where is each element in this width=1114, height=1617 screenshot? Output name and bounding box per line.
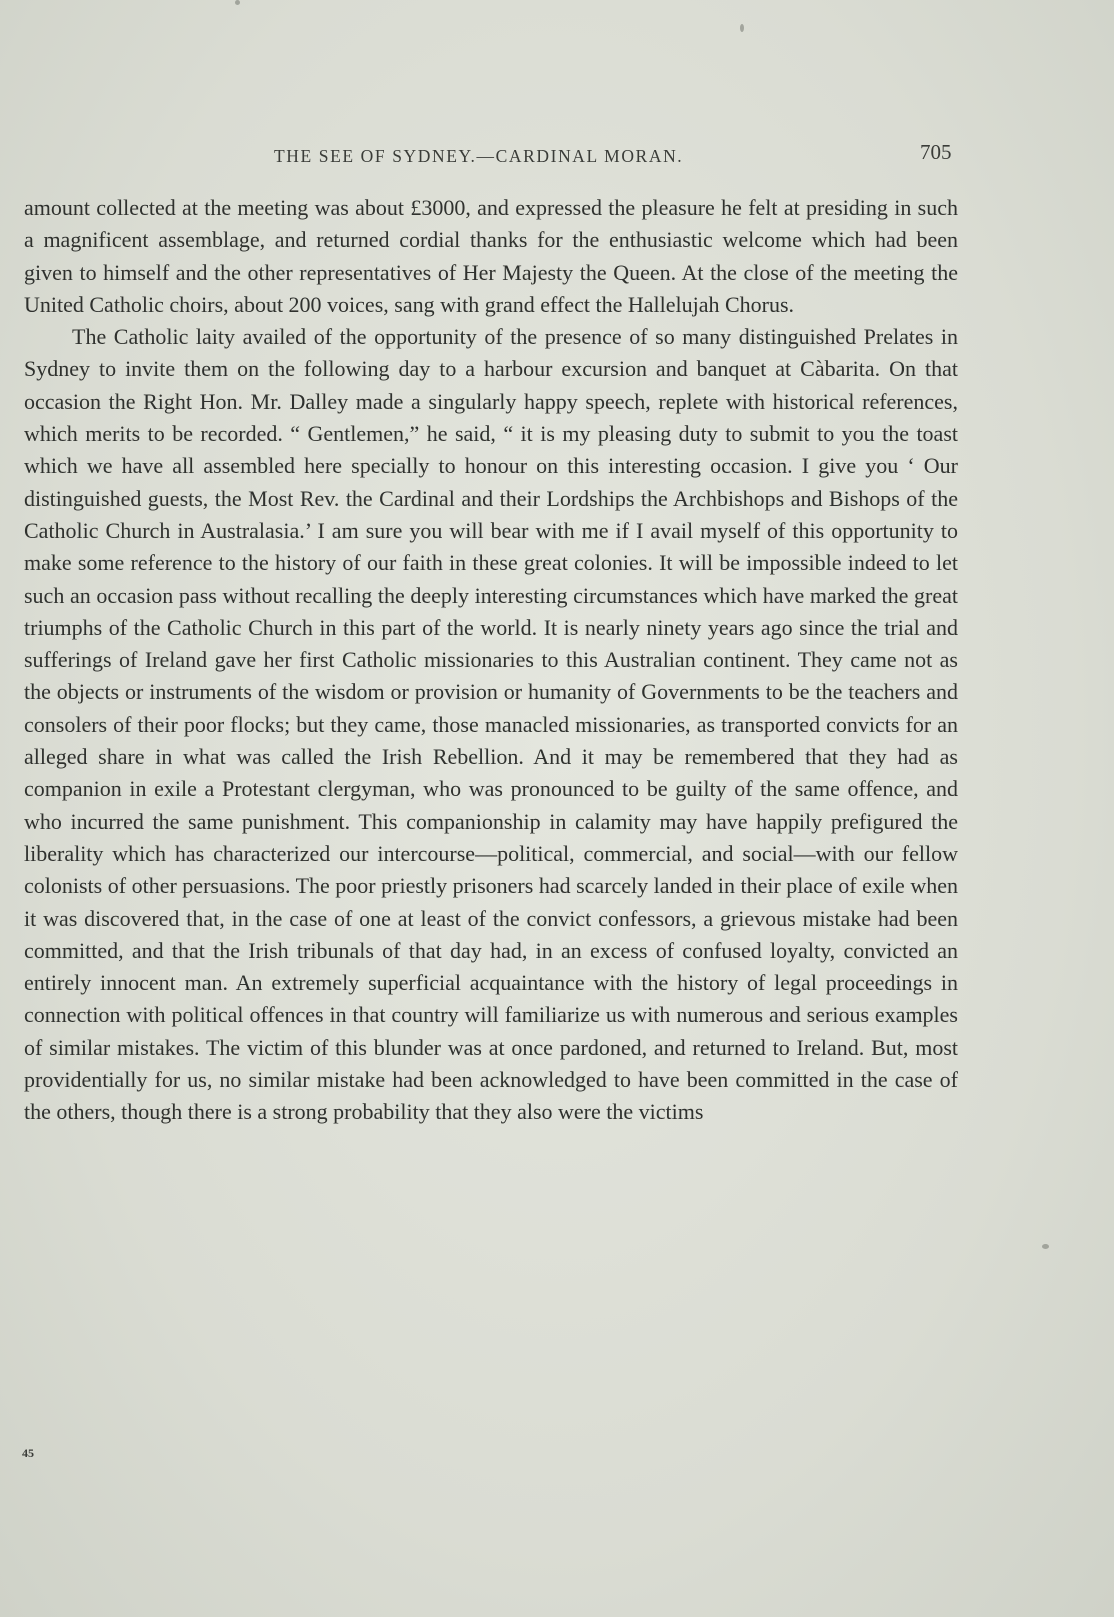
paper-speck xyxy=(1042,1244,1049,1249)
running-title: THE SEE OF SYDNEY.—CARDINAL MORAN. xyxy=(274,146,684,166)
paragraph: The Catholic laity availed of the opportunity of the presence of so many distinguished Prelates in Sydney to invite them on the following day to a harbour excursion and banquet at Càbarita. On that occasion the Right Hon. Mr. Dalley made a singularly happy speech, replete with historical references, which merits to be recorded. “ Gentlemen,” he said, “ it is my pleasing duty to submit to you the toast which we have all assembled here specially to honour on this interesting occasion. I give you ‘ Our distinguished guests, the Most Rev. the Cardinal and their Lordships the Archbishops and Bishops of the Catholic Church in Australasia.’ I am sure you will bear with me if I avail myself of this opportunity to make some reference to the history of our faith in these great colonies. It will be impossible indeed to let such an occasion pass without recalling the deeply interesting circumstances which have marked the great triumphs of the Catholic Church in this part of the world. It is nearly ninety years ago since the trial and sufferings of Ireland gave her first Catholic missionaries to this Australian continent. They came not as the objects or instruments of the wisdom or provision or humanity of Governments to be the teachers and consolers of their poor flocks; but they came, those manacled missionaries, as transported convicts for an alleged share in what was called the Irish Rebellion. And it may be remembered that they had as companion in exile a Protestant clergyman, who was pronounced to be guilty of the same offence, and who incurred the same punishment. This companionship in calamity may have happily prefigured the liberality which has characterized our intercourse—political, commercial, and social—with our fellow colonists of other persuasions. The poor priestly prisoners had scarcely landed in their place of exile when it was discovered that, in the case of one at least of the convict confessors, a grievous mistake had been committed, and that the Irish tribunals of that day had, in an excess of confused loyalty, convicted an entirely innocent man. An extremely superficial acquaintance with the history of legal proceedings in connection with political offences in that country will familiarize us with numerous and serious examples of similar mistakes. The victim of this blunder was at once pardoned, and returned to Ireland. But, most providentially for us, no similar mistake had been acknowledged to have been committed in the case of the others, though there is a strong probability that they also were the victims xyxy=(24,324,958,1125)
paper-speck xyxy=(740,24,744,32)
paper-speck xyxy=(235,0,240,5)
body-text xyxy=(24,192,958,1129)
page-number: 705 xyxy=(920,140,952,164)
signature-mark: 45 xyxy=(22,1446,34,1460)
paragraph: amount collected at the meeting was about £3000, and expressed the pleasure he felt at presiding in such a magnificent assemblage, and returned cordial thanks for the enthusiastic welcome which had been given to himself and the other representatives of Her Majesty the Queen. At the close of the meeting the United Catholic choirs, about 200 voices, sang with grand effect the Hallelujah Chorus. xyxy=(24,195,958,317)
